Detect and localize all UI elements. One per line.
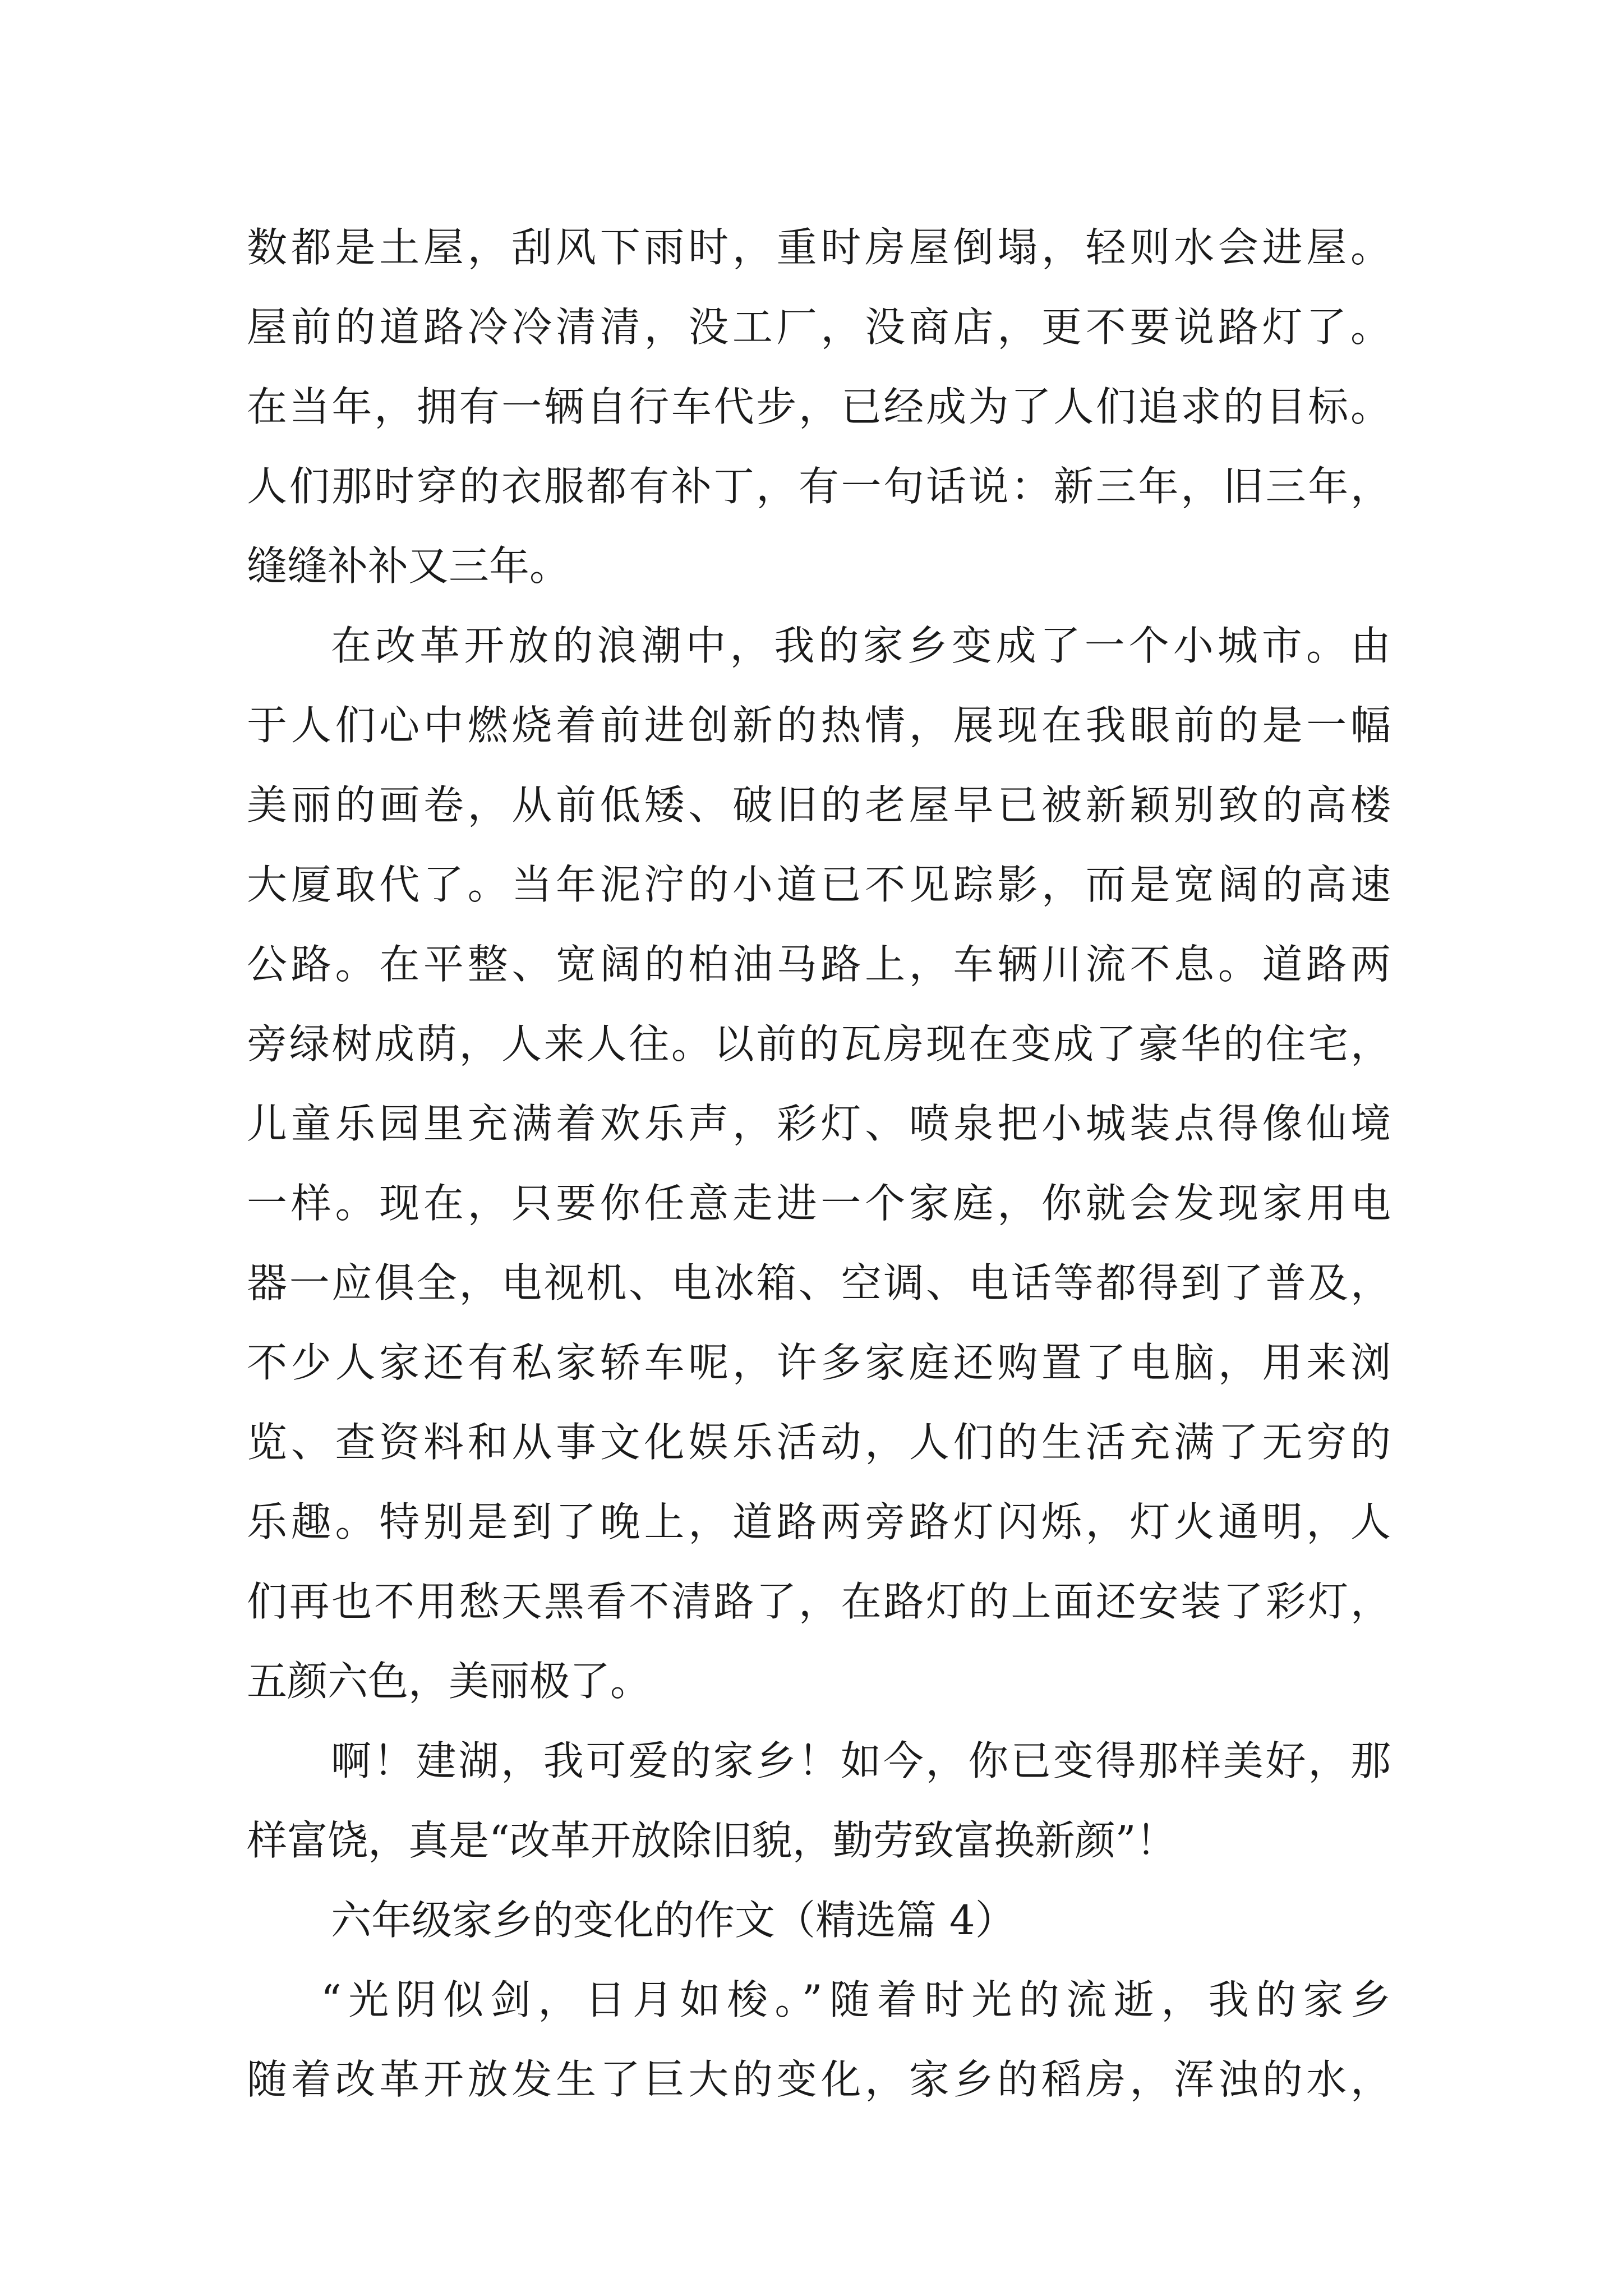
text-line: 公路。在平整、宽阔的柏油马路上，车辆川流不息。道路两 bbox=[247, 941, 1391, 988]
text-line: 一样。现在，只要你任意走进一个家庭，你就会发现家用电 bbox=[247, 1180, 1391, 1227]
text-line: 器一应俱全，电视机、电冰箱、空调、电话等都得到了普及， bbox=[247, 1259, 1391, 1306]
text-line: 不少人家还有私家轿车呢，许多家庭还购置了电脑，用来浏 bbox=[247, 1339, 1391, 1386]
text-line: 儿童乐园里充满着欢乐声，彩灯、喷泉把小城装点得像仙境 bbox=[247, 1100, 1391, 1147]
text-line: 于人们心中燃烧着前进创新的热情，展现在我眼前的是一幅 bbox=[247, 702, 1391, 749]
text-line: 五颜六色，美丽极了。 bbox=[247, 1658, 651, 1705]
text-line: 在改革开放的浪潮中，我的家乡变成了一个小城市。由 bbox=[331, 622, 1391, 669]
text-line: 样富饶，真是“改革开放除旧貌，勤劳致富换新颜”！ bbox=[247, 1817, 1177, 1864]
text-line: 数都是土屋，刮风下雨时，重时房屋倒塌，轻则水会进屋。 bbox=[247, 224, 1391, 271]
text-line: 们再也不用愁天黑看不清路了，在路灯的上面还安装了彩灯， bbox=[247, 1578, 1391, 1625]
text-line: 乐趣。特别是到了晚上，道路两旁路灯闪烁，灯火通明，人 bbox=[247, 1498, 1391, 1545]
text-line: 大厦取代了。当年泥泞的小道已不见踪影，而是宽阔的高速 bbox=[247, 861, 1391, 908]
section-heading: 六年级家乡的变化的作文（精选篇 4） bbox=[331, 1897, 1016, 1944]
text-line: 缝缝补补又三年。 bbox=[247, 542, 570, 590]
text-line: 览、查资料和从事文化娱乐活动，人们的生活充满了无穷的 bbox=[247, 1419, 1391, 1466]
article-body bbox=[247, 208, 1391, 2119]
text-line: “光阴似剑，日月如梭。”随着时光的流逝，我的家乡 bbox=[321, 1976, 1391, 2023]
text-line: 在当年，拥有一辆自行车代步，已经成为了人们追求的目标。 bbox=[247, 383, 1391, 430]
text-line: 人们那时穿的衣服都有补丁，有一句话说：新三年，旧三年， bbox=[247, 463, 1391, 510]
text-line: 美丽的画卷，从前低矮、破旧的老屋早已被新颖别致的高楼 bbox=[247, 781, 1391, 829]
text-line: 屋前的道路冷冷清清，没工厂，没商店，更不要说路灯了。 bbox=[247, 303, 1391, 351]
text-line: 旁绿树成荫，人来人往。以前的瓦房现在变成了豪华的住宅， bbox=[247, 1020, 1391, 1068]
text-line: 啊！建湖，我可爱的家乡！如今，你已变得那样美好，那 bbox=[331, 1737, 1391, 1784]
text-line: 随着改革开放发生了巨大的变化，家乡的稻房，浑浊的水， bbox=[247, 2056, 1391, 2103]
